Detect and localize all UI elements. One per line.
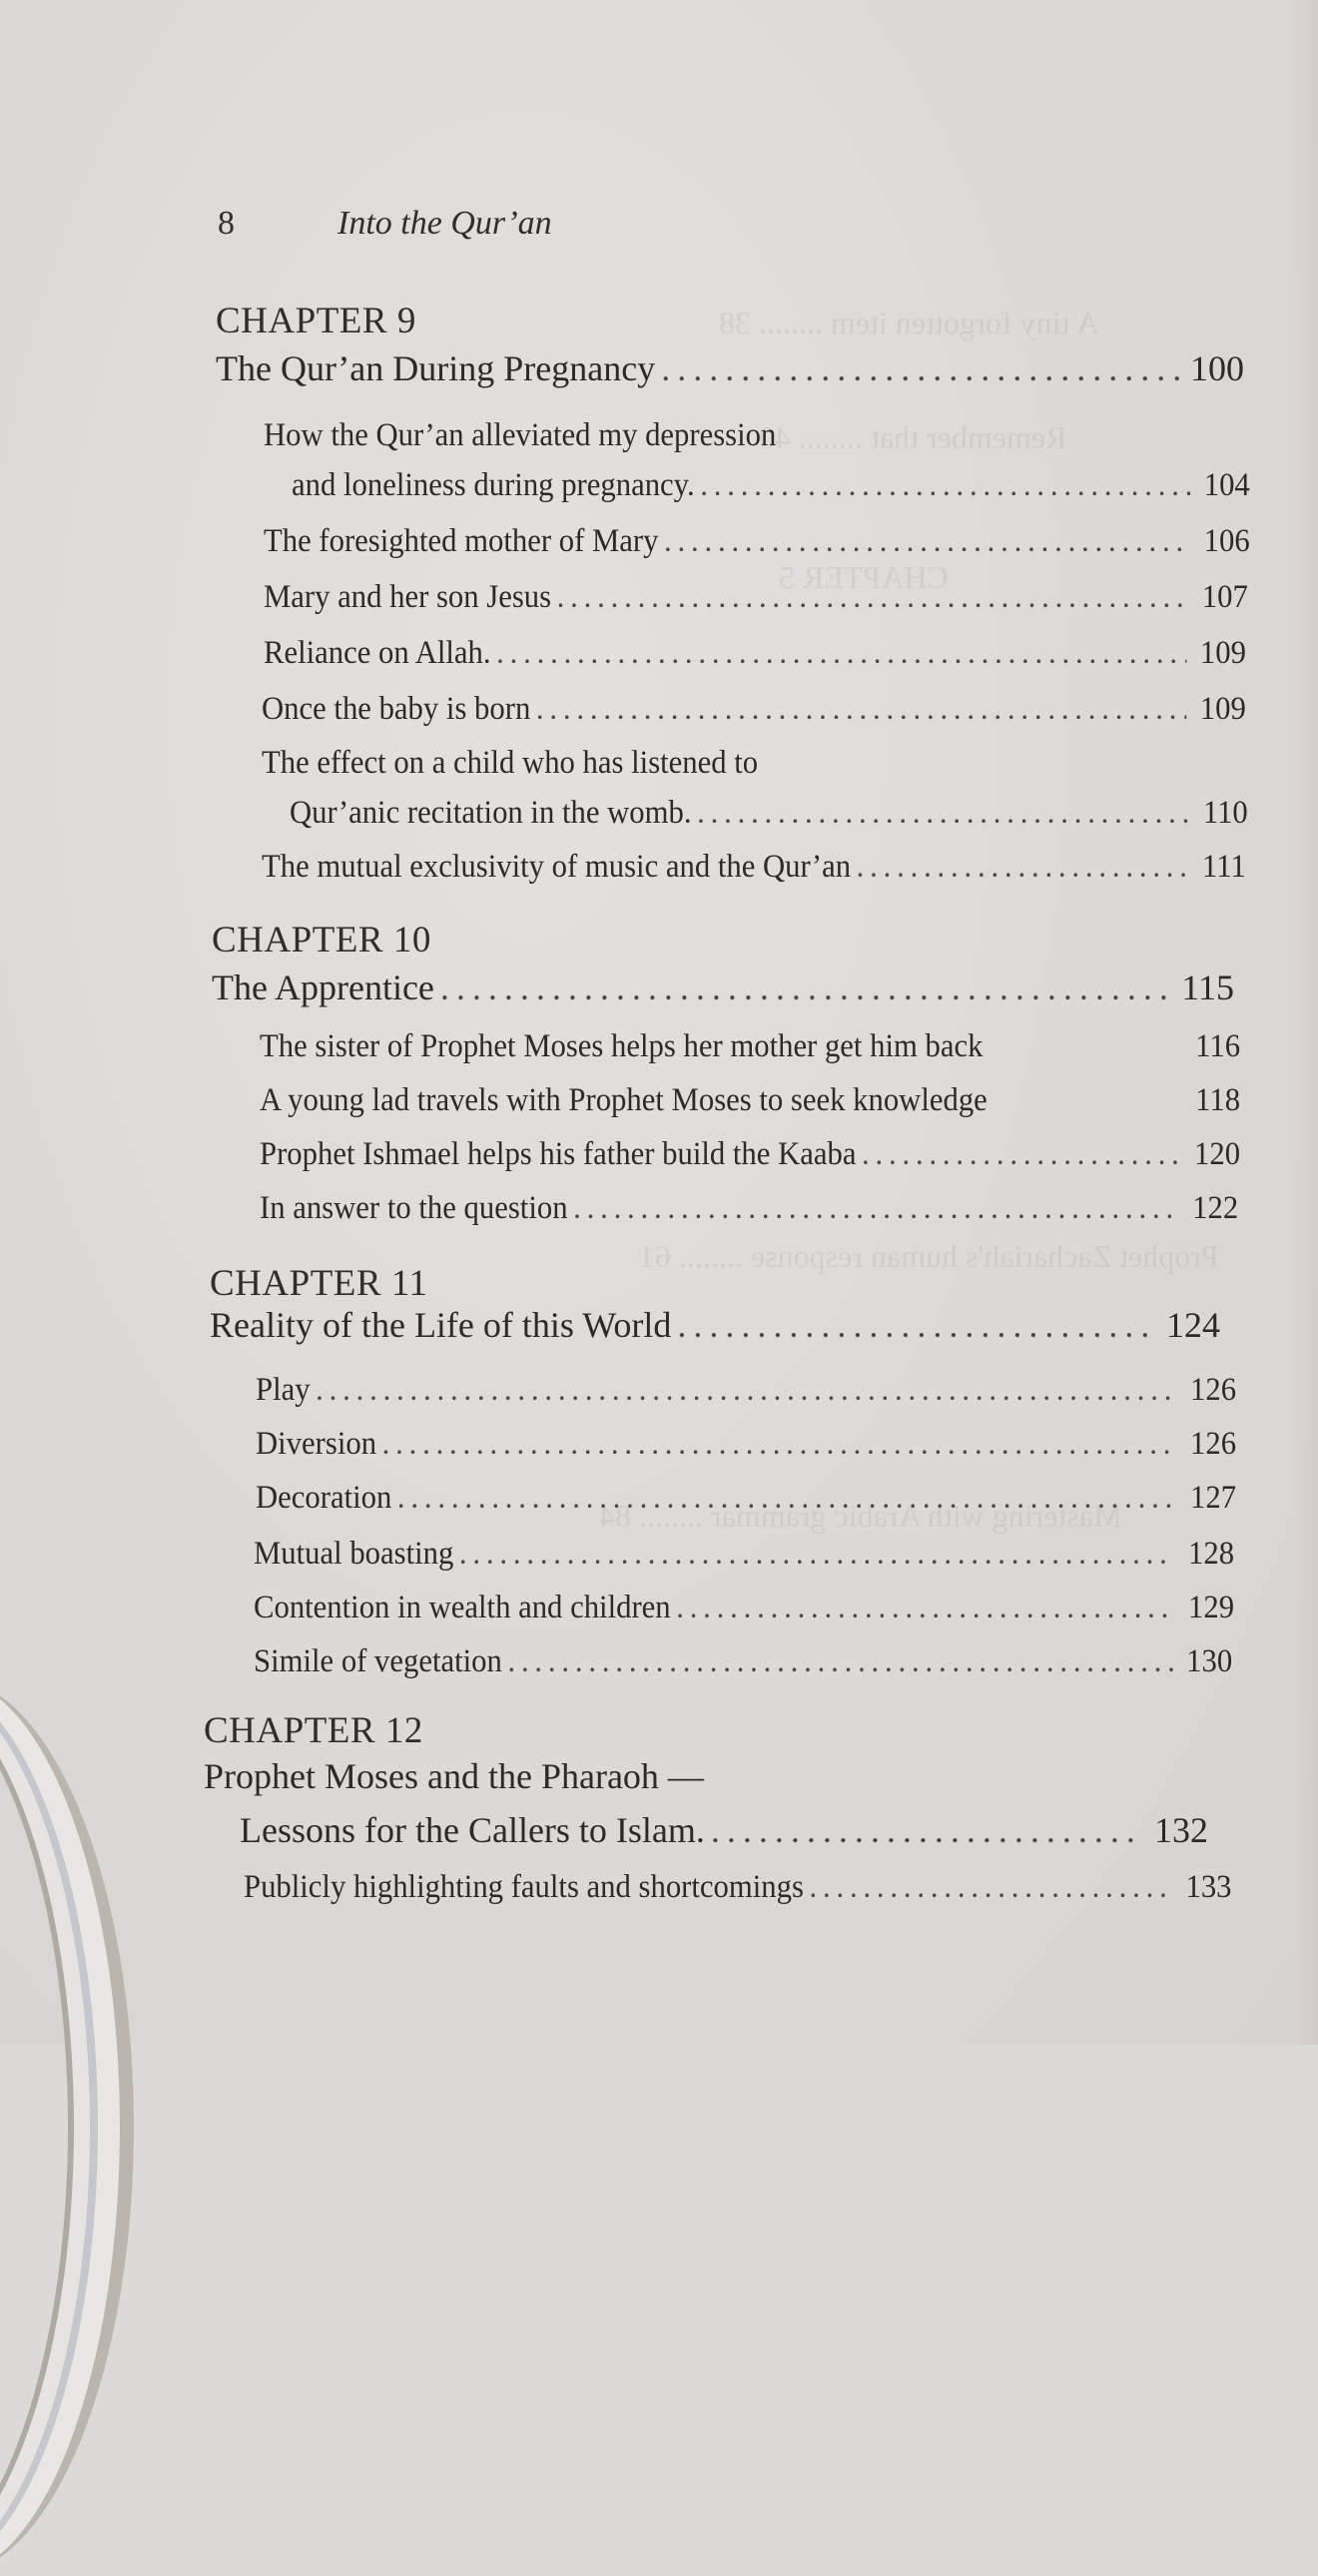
dot-leader <box>857 849 1187 886</box>
toc-entry-section[interactable] <box>260 1028 1240 1065</box>
page-number: 8 <box>218 205 235 242</box>
entry-title: The foresighted mother of Mary <box>264 523 659 559</box>
toc-entry-section[interactable] <box>254 1643 1232 1680</box>
entry-page: 110 <box>1202 795 1248 831</box>
entry-page: 133 <box>1185 1869 1232 1905</box>
entry-title: Diversion <box>256 1426 377 1462</box>
entry-page: 106 <box>1203 523 1250 559</box>
toc-entry-section[interactable] <box>260 1190 1238 1227</box>
chapter-label: CHAPTER 11 <box>210 1263 428 1304</box>
dot-leader <box>711 1809 1144 1851</box>
entry-title: The Apprentice <box>212 967 434 1007</box>
chapter-label: CHAPTER 9 <box>216 301 416 341</box>
entry-title: Publicly highlighting faults and shortcomings <box>244 1869 804 1905</box>
entry-title: Once the baby is born <box>262 691 531 727</box>
entry-page: 100 <box>1190 348 1244 388</box>
entry-title: Reality of the Life of this World <box>210 1305 672 1345</box>
toc-entry-section[interactable] <box>262 849 1246 886</box>
chapter-label: CHAPTER 12 <box>204 1710 423 1751</box>
toc-entry-section[interactable] <box>264 579 1248 616</box>
dot-leader <box>496 635 1186 672</box>
entry-title: Reliance on Allah. <box>264 635 491 671</box>
entry-page: 122 <box>1192 1190 1239 1226</box>
dot-leader <box>664 523 1190 560</box>
entry-page: 118 <box>1195 1082 1241 1118</box>
entry-page: 126 <box>1190 1372 1237 1408</box>
toc-entry-chapter[interactable] <box>212 966 1234 1008</box>
dot-leader <box>677 1304 1156 1346</box>
entry-title-line2: and loneliness during pregnancy. <box>292 467 695 503</box>
dot-leader <box>397 1480 1177 1517</box>
entry-page: 104 <box>1203 467 1250 503</box>
bleed-through-text: Prophet Zachariah's human response ........ 61 <box>639 1238 1219 1274</box>
dot-leader <box>810 1869 1172 1906</box>
entry-page: 115 <box>1181 967 1234 1007</box>
running-head <box>218 205 552 243</box>
dot-leader <box>440 966 1170 1008</box>
entry-page: 109 <box>1199 635 1246 671</box>
toc-entry-chapter[interactable] <box>210 1304 1220 1346</box>
toc-entry-section[interactable] <box>256 1480 1236 1517</box>
entry-title: The mutual exclusivity of music and the Qur’an <box>262 849 852 885</box>
toc-entry-section[interactable] <box>290 795 1248 832</box>
entry-title: A young lad travels with Prophet Moses to seek knowledge <box>260 1082 988 1118</box>
book-title: Into the Qur’an <box>337 205 552 242</box>
dot-leader <box>573 1190 1179 1227</box>
entry-page: 111 <box>1202 849 1246 885</box>
chapter-label: CHAPTER 10 <box>212 920 431 961</box>
dot-leader <box>507 1643 1172 1680</box>
entry-page: 124 <box>1166 1305 1220 1345</box>
entry-page: 129 <box>1188 1590 1235 1625</box>
entry-page: 132 <box>1154 1810 1208 1850</box>
entry-title: The Qur’an During Pregnancy <box>216 348 656 388</box>
entry-title: Prophet Ishmael helps his father build the Kaaba <box>260 1136 857 1172</box>
entry-page: 127 <box>1190 1480 1237 1516</box>
toc-entry-section[interactable] <box>256 1426 1236 1463</box>
entry-title-line2: Qur’anic recitation in the womb. <box>290 795 692 831</box>
entry-title: Simile of vegetation <box>254 1643 502 1679</box>
toc-entry-section[interactable] <box>254 1536 1234 1573</box>
entry-page: 109 <box>1199 691 1246 727</box>
bleed-through-text: Mastering with Arabic grammar ........ 84 <box>599 1498 1122 1534</box>
entry-title-line2: Lessons for the Callers to Islam. <box>240 1810 705 1850</box>
entry-title: In answer to the question <box>260 1190 568 1226</box>
toc-entry-section[interactable] <box>292 467 1250 504</box>
entry-title-line1[interactable]: The effect on a child who has listened to <box>262 745 759 781</box>
entry-title: Mutual boasting <box>254 1536 454 1572</box>
entry-title: Decoration <box>256 1480 392 1516</box>
entry-page: 107 <box>1201 579 1248 615</box>
dot-leader <box>316 1372 1176 1409</box>
toc-entry-section[interactable] <box>256 1372 1236 1409</box>
dot-leader <box>536 691 1186 728</box>
toc-entry-chapter[interactable] <box>240 1809 1208 1851</box>
dot-leader <box>557 579 1189 616</box>
toc-entry-section[interactable] <box>264 523 1250 560</box>
entry-page: 116 <box>1195 1028 1241 1064</box>
entry-title: Mary and her son Jesus <box>264 579 552 615</box>
dot-leader <box>697 795 1188 832</box>
toc-entry-section[interactable] <box>254 1590 1234 1626</box>
dot-leader <box>700 467 1190 504</box>
entry-title: Contention in wealth and children <box>254 1590 671 1625</box>
entry-title-line1[interactable]: Prophet Moses and the Pharaoh — <box>204 1756 704 1796</box>
toc-entry-section[interactable] <box>262 691 1246 728</box>
entry-page: 126 <box>1190 1426 1237 1462</box>
page-curl-edge <box>0 1677 134 2576</box>
toc-entry-chapter[interactable] <box>216 347 1244 389</box>
entry-page: 128 <box>1188 1536 1235 1572</box>
toc-entry-section[interactable] <box>264 635 1246 672</box>
dot-leader <box>459 1536 1175 1573</box>
dot-leader <box>382 1426 1177 1463</box>
entry-title: Play <box>256 1372 311 1408</box>
dot-leader <box>862 1136 1181 1173</box>
toc-entry-section[interactable] <box>244 1869 1232 1906</box>
entry-title-line1[interactable]: How the Qur’an alleviated my depression <box>264 417 777 453</box>
entry-page: 130 <box>1186 1643 1233 1679</box>
dot-leader <box>661 347 1180 389</box>
entry-title: The sister of Prophet Moses helps her mother get him back <box>260 1028 984 1064</box>
bleed-through-text: Remember that ........ 40 <box>759 419 1067 455</box>
bleed-through-text: CHAPTER 5 <box>779 559 949 595</box>
entry-page: 120 <box>1194 1136 1241 1172</box>
toc-entry-section[interactable] <box>260 1136 1240 1173</box>
bleed-through-text: A tiny forgotten item ........ 38 <box>719 305 1099 340</box>
dot-leader <box>676 1590 1174 1626</box>
toc-entry-section[interactable] <box>260 1082 1240 1119</box>
